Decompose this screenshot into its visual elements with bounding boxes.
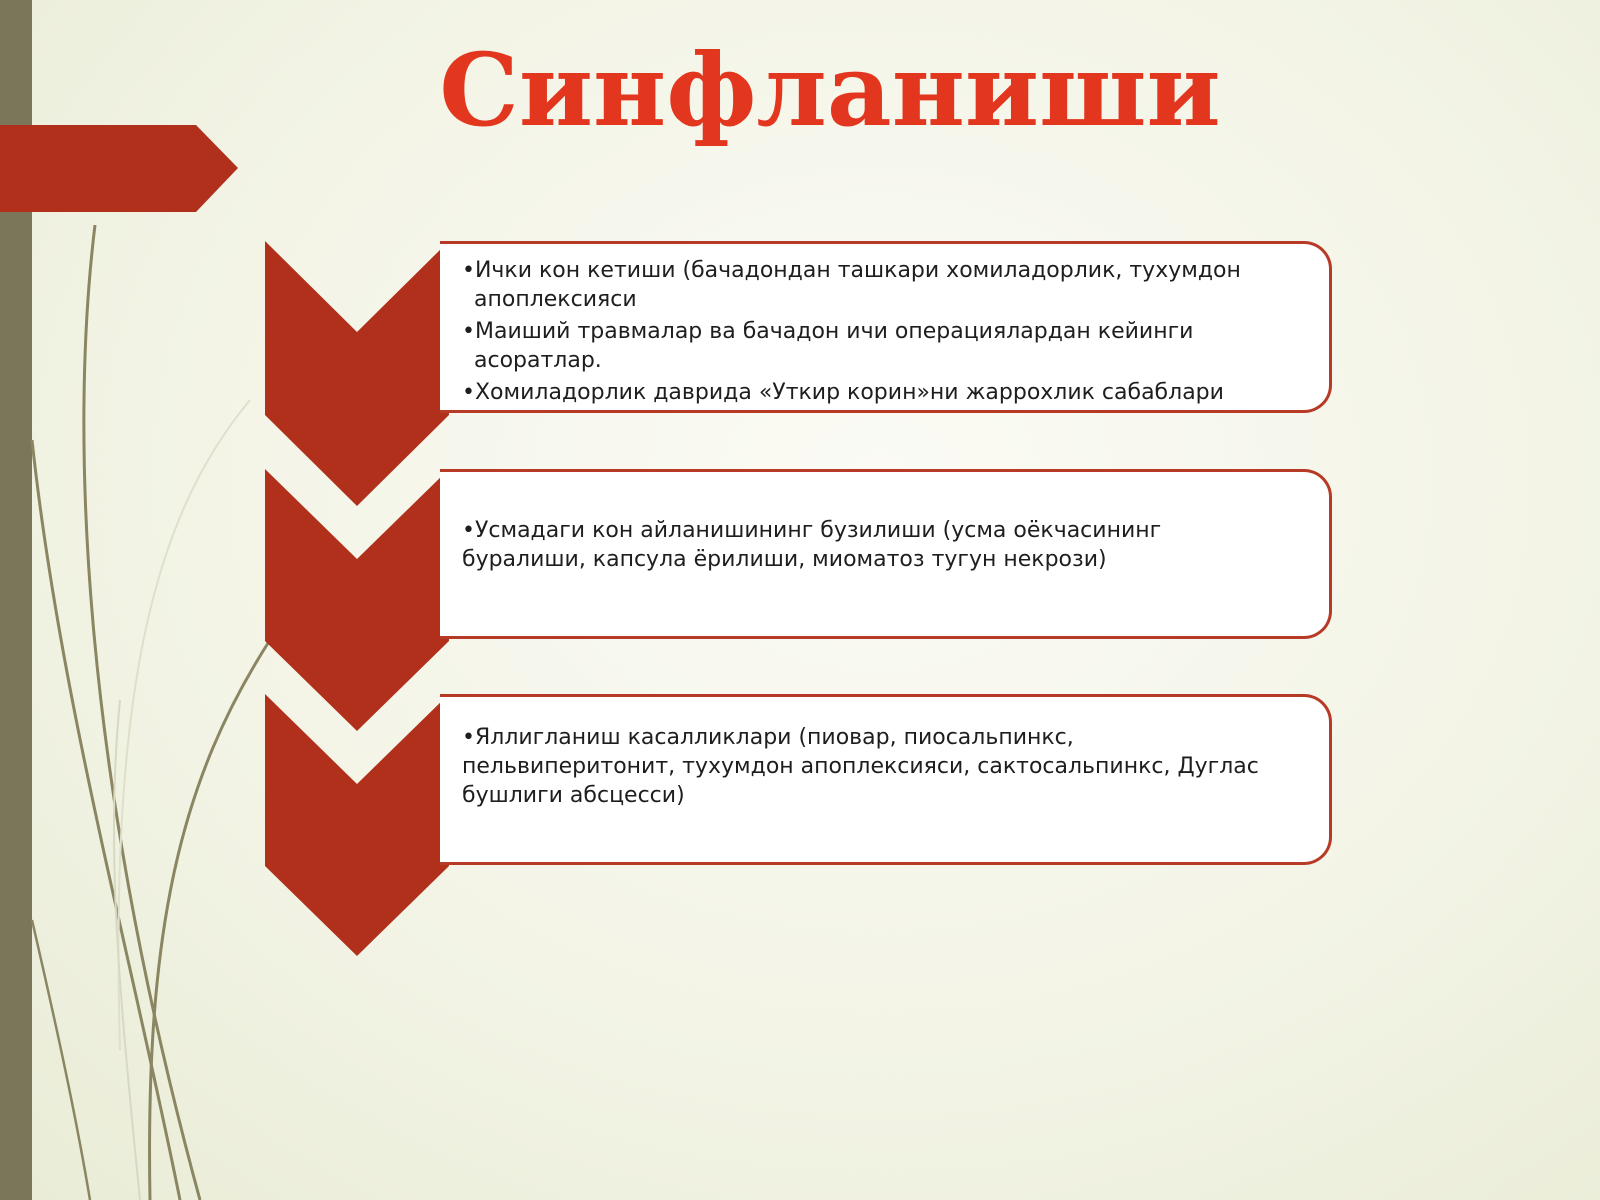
slide-title: Синфланиши [439, 31, 1221, 149]
list-item: •Маиший травмалар ва бачадон ичи операциялардан кейинги асоратлар. [462, 319, 1194, 373]
list-item: •Хомиладорлик даврида «Уткир корин»ни жаррохлик сабаблари [462, 380, 1224, 405]
content-box-3 [440, 694, 1332, 865]
chevron-2 [265, 469, 449, 731]
bullet-list-2 [462, 516, 1289, 574]
chevron-1 [265, 241, 449, 506]
bullet-list-1 [462, 256, 1289, 407]
chevron-3 [265, 694, 449, 956]
list-item: •Яллигланиш касалликлари (пиовар, пиосальпинкс, пельвиперитонит, тухумдон апоплексияси, сактосальпинкс, Дуглас бушлиги абсцесси) [462, 725, 1259, 808]
content-box-1 [440, 241, 1332, 413]
list-item: •Усмадаги кон айланишининг бузилиши (усма оёкчасининг буралиши, капсула ёрилиши, миоматоз тугун некрози) [462, 518, 1162, 572]
content-box-2 [440, 469, 1332, 639]
list-item: •Ички кон кетиши (бачадондан ташкари хомиладорлик, тухумдон апоплексияси [462, 258, 1241, 312]
bullet-list-3 [462, 723, 1289, 810]
